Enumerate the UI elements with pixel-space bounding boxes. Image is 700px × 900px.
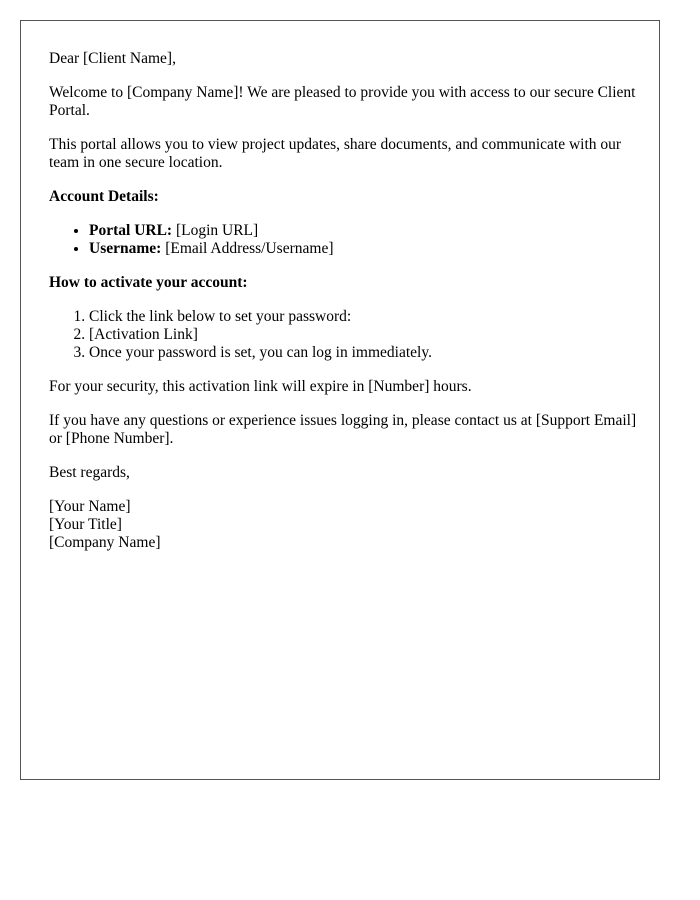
letter-body <box>49 50 639 552</box>
account-detail-item-username <box>89 240 639 258</box>
signature-name: [Your Name] <box>49 498 131 515</box>
signature-company: [Company Name] <box>49 534 161 551</box>
greeting: Dear [Client Name], <box>49 50 176 67</box>
account-details-list <box>49 222 639 258</box>
letter-page <box>20 20 660 780</box>
security-note: For your security, this activation link will expire in [Number] hours. <box>49 378 472 395</box>
activation-step: 2. [Activation Link] <box>89 326 639 344</box>
support-note: If you have any questions or experience issues logging in, please contact us at [Support Email] or [Phone Number]. <box>49 412 637 447</box>
account-detail-value: [Email Address/Username] <box>161 240 334 257</box>
account-detail-value: [Login URL] <box>172 222 259 239</box>
activation-steps-list <box>49 308 639 362</box>
account-detail-label: Portal URL: <box>89 222 173 239</box>
activation-heading: How to activate your account: <box>49 274 248 291</box>
signature-block <box>49 498 639 552</box>
welcome-paragraph: Welcome to [Company Name]! We are pleased to provide you with access to our secure Client Portal. <box>49 84 636 119</box>
closing: Best regards, <box>49 464 130 481</box>
signature-title: [Your Title] <box>49 516 122 533</box>
portal-description-paragraph: This portal allows you to view project updates, share documents, and communicate with our team in one secure location. <box>49 136 622 171</box>
activation-step: 1. Click the link below to set your password: <box>89 308 639 326</box>
account-detail-label: Username: <box>89 240 162 257</box>
activation-step: 3. Once your password is set, you can log in immediately. <box>89 344 639 362</box>
account-detail-item-portal-url <box>89 222 639 240</box>
account-details-heading: Account Details: <box>49 188 159 205</box>
